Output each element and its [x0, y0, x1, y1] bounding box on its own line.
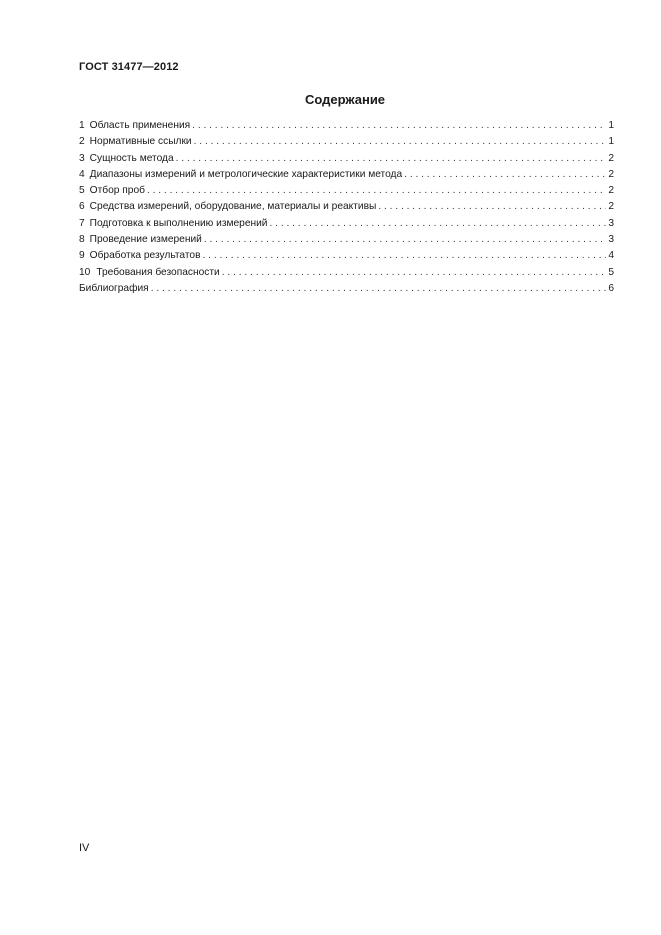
- toc-entry-number: 1: [79, 120, 85, 131]
- toc-entry-number: 7: [79, 217, 85, 229]
- toc-entry-number: 3: [79, 152, 85, 164]
- toc-entry-bibliography[interactable]: [79, 281, 614, 297]
- toc-leader-dots: [204, 232, 606, 248]
- toc-entry-number: 6: [79, 201, 85, 213]
- document-code: ГОСТ 31477—2012: [79, 61, 179, 73]
- toc-entry-title: Подготовка к выполнению измерений: [89, 217, 268, 229]
- toc-entry[interactable]: [79, 167, 614, 183]
- toc-leader-dots: [151, 281, 607, 297]
- toc-entry-title: Диапазоны измерений и метрологические характеристики метода: [89, 168, 403, 180]
- toc-leader-dots: [192, 118, 606, 134]
- toc-entry[interactable]: [79, 183, 614, 199]
- toc-entry-title: Область применения: [89, 120, 191, 131]
- toc-leader-dots: [147, 183, 606, 199]
- toc-entry[interactable]: [79, 118, 614, 134]
- toc-entry-title: Сущность метода: [89, 152, 174, 164]
- toc-leader-dots: [404, 167, 606, 183]
- toc-entry[interactable]: [79, 199, 614, 215]
- toc-entry-page: 3: [608, 217, 614, 229]
- toc-entry-title: Нормативные ссылки: [89, 136, 192, 148]
- toc-entry-page: 4: [608, 250, 614, 262]
- toc-entry-page: 2: [608, 185, 614, 197]
- table-of-contents: [79, 118, 614, 297]
- toc-entry-page: 2: [608, 152, 614, 164]
- toc-entry-number: 5: [79, 185, 85, 197]
- toc-entry[interactable]: [79, 134, 614, 150]
- toc-entry-number: 9: [79, 250, 85, 262]
- toc-entry-title: Обработка результатов: [89, 250, 201, 262]
- toc-entry-page: 1: [608, 136, 614, 148]
- toc-entry-number: 8: [79, 234, 85, 246]
- toc-entry-title: Средства измерений, оборудование, материалы и реактивы: [89, 201, 377, 213]
- toc-title: Содержание: [304, 92, 386, 107]
- toc-leader-dots: [194, 134, 607, 150]
- toc-entry-page: 1: [608, 120, 614, 131]
- toc-entry[interactable]: [79, 151, 614, 167]
- toc-entry-page: 2: [608, 168, 614, 180]
- toc-entry-number: 10: [79, 266, 91, 278]
- toc-entry[interactable]: [79, 248, 614, 264]
- toc-leader-dots: [222, 265, 607, 281]
- toc-entry-title: Требования безопасности: [96, 266, 220, 278]
- toc-entry-number: 2: [79, 136, 85, 148]
- toc-leader-dots: [378, 199, 606, 215]
- toc-entry[interactable]: [79, 265, 614, 281]
- toc-leader-dots: [270, 216, 607, 232]
- toc-entry-title: Отбор проб: [89, 185, 145, 197]
- toc-entry[interactable]: [79, 232, 614, 248]
- toc-entry-title: Библиография: [79, 282, 149, 294]
- toc-entry-page: 2: [608, 201, 614, 213]
- toc-entry-title: Проведение измерений: [89, 234, 202, 246]
- toc-entry-page: 3: [608, 234, 614, 246]
- toc-entry-number: 4: [79, 168, 85, 180]
- toc-leader-dots: [176, 151, 607, 167]
- page-number: IV: [79, 842, 90, 854]
- toc-leader-dots: [203, 248, 607, 264]
- toc-entry[interactable]: [79, 216, 614, 232]
- toc-entry-page: 5: [608, 266, 614, 278]
- toc-entry-page: 6: [608, 282, 614, 294]
